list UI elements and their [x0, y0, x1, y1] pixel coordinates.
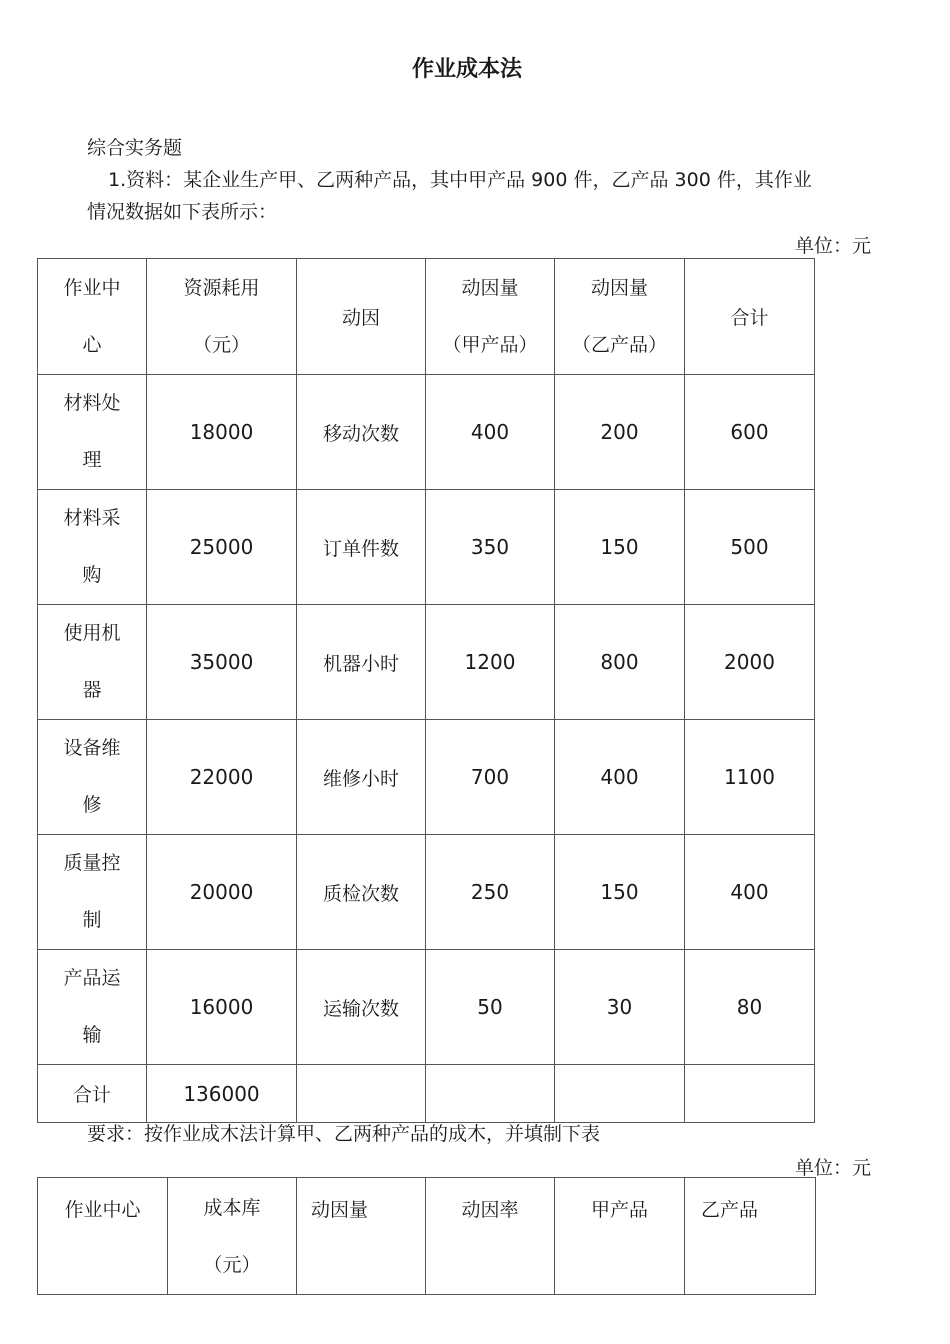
- cell-qty-b: 30: [555, 950, 685, 1065]
- header-cost-pool: 成本库 （元）: [168, 1178, 297, 1295]
- table-row: [38, 950, 815, 1065]
- cell-center: 质量控 制: [38, 835, 147, 950]
- table-header-row: [38, 259, 815, 375]
- cell-cost: 16000: [147, 950, 297, 1065]
- cell-qty-a: 1200: [426, 605, 555, 720]
- header-resource: 资源耗用 （元）: [147, 259, 297, 375]
- table-row: [38, 490, 815, 605]
- total-label: 合计: [38, 1065, 147, 1123]
- cell-driver: 质检次数: [297, 835, 426, 950]
- cell-total: 600: [685, 375, 815, 490]
- cell-qty-a: 700: [426, 720, 555, 835]
- cell-total: 400: [685, 835, 815, 950]
- cell-center: 材料采 购: [38, 490, 147, 605]
- empty-cell: [297, 1065, 426, 1123]
- total-row: [38, 1065, 815, 1123]
- problem-text-line2: 情况数据如下表所示：: [87, 201, 278, 223]
- section-heading: 综合实务题: [87, 137, 183, 159]
- table-row: [38, 605, 815, 720]
- page-title: 作业成本法: [411, 57, 522, 82]
- cell-total: 80: [685, 950, 815, 1065]
- header-rate: 动因率: [426, 1178, 555, 1295]
- header-qty: 动因量: [297, 1178, 426, 1295]
- cell-driver: 维修小时: [297, 720, 426, 835]
- cell-center: 设备维 修: [38, 720, 147, 835]
- cell-total: 1100: [685, 720, 815, 835]
- cell-driver: 移动次数: [297, 375, 426, 490]
- table-row: [38, 720, 815, 835]
- cost-allocation-table: [37, 1177, 816, 1295]
- unit-label: 单位：元: [795, 235, 872, 257]
- cell-driver: 订单件数: [297, 490, 426, 605]
- cell-center: 使用机 器: [38, 605, 147, 720]
- header-qty-a: 动因量 （甲产品）: [426, 259, 555, 375]
- activity-data-table: [37, 258, 815, 1123]
- cell-cost: 25000: [147, 490, 297, 605]
- total-cost: 136000: [147, 1065, 297, 1123]
- empty-cell: [426, 1065, 555, 1123]
- cell-cost: 35000: [147, 605, 297, 720]
- cell-cost: 22000: [147, 720, 297, 835]
- header-center: 作业中心: [38, 1178, 168, 1295]
- problem-text-line1: 1.资料：某企业生产甲、乙两种产品，其中甲产品 900 件，乙产品 300 件，其作业: [108, 169, 812, 191]
- cell-qty-a: 400: [426, 375, 555, 490]
- unit-label-2: 单位：元: [795, 1157, 872, 1179]
- requirement-text: 要求：按作业成木法计算甲、乙两种产品的成木，并填制下表: [87, 1123, 601, 1145]
- cell-driver: 运输次数: [297, 950, 426, 1065]
- cell-qty-a: 250: [426, 835, 555, 950]
- cell-total: 2000: [685, 605, 815, 720]
- header-center: 作业中 心: [38, 259, 147, 375]
- cell-center: 产品运 输: [38, 950, 147, 1065]
- cell-center: 材料处 理: [38, 375, 147, 490]
- empty-cell: [555, 1065, 685, 1123]
- cell-qty-b: 150: [555, 835, 685, 950]
- empty-cell: [685, 1065, 815, 1123]
- header-total: 合计: [685, 259, 815, 375]
- cell-total: 500: [685, 490, 815, 605]
- header-driver: 动因: [297, 259, 426, 375]
- table-row: [38, 375, 815, 490]
- cell-driver: 机器小时: [297, 605, 426, 720]
- cell-qty-a: 350: [426, 490, 555, 605]
- table-row: [38, 835, 815, 950]
- cell-qty-a: 50: [426, 950, 555, 1065]
- header-qty-b: 动因量 （乙产品）: [555, 259, 685, 375]
- header-product-a: 甲产品: [555, 1178, 685, 1295]
- cell-cost: 18000: [147, 375, 297, 490]
- header-product-b: 乙产品: [685, 1178, 816, 1295]
- table-header-row: [38, 1178, 816, 1295]
- cell-qty-b: 150: [555, 490, 685, 605]
- cell-qty-b: 800: [555, 605, 685, 720]
- cell-cost: 20000: [147, 835, 297, 950]
- cell-qty-b: 400: [555, 720, 685, 835]
- cell-qty-b: 200: [555, 375, 685, 490]
